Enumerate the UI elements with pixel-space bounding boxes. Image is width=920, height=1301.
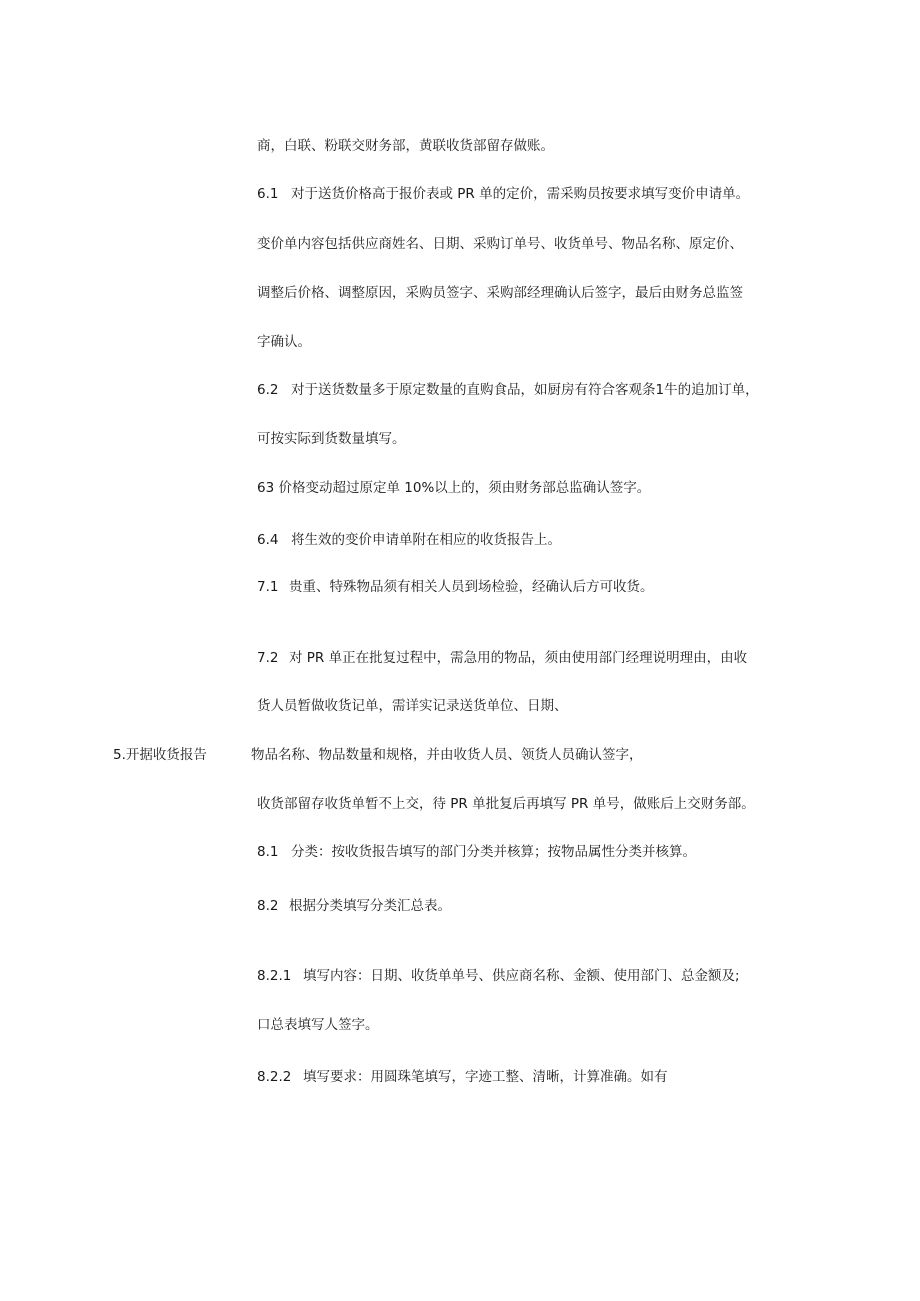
- text-line: [257, 284, 743, 302]
- line-text: 对 PR 单正在批复过程中，需急用的物品，须由使用部门经理说明理由，由收: [289, 650, 748, 666]
- text-line: [257, 967, 740, 985]
- line-text: 口总表填写人签字。: [257, 1017, 379, 1033]
- line-number: 8.2.2: [257, 1069, 292, 1085]
- line-text: 变价单内容包括供应商姓名、日期、采购订单号、收货单号、物品名称、原定价、: [257, 236, 743, 252]
- text-line: [257, 333, 311, 351]
- line-text: 根据分类填写分类汇总表。: [289, 898, 451, 914]
- line-text: 物品名称、物品数量和规格，并由收货人员、领货人员确认签字，: [251, 747, 643, 763]
- line-number: 7.1: [257, 579, 279, 595]
- line-number: 8.2.1: [257, 968, 292, 984]
- text-line: [257, 843, 696, 861]
- line-text: 收货部留存收货单暂不上交，待 PR 单批复后再填写 PR 单号，做账后上交财务部。: [257, 796, 755, 812]
- text-line: [257, 578, 654, 596]
- text-line: [251, 746, 643, 764]
- line-text: 填写内容：日期、收货单单号、供应商名称、金额、使用部门、总金额及;: [303, 968, 740, 984]
- line-number: 7.2: [257, 650, 279, 666]
- text-line: [257, 1068, 668, 1086]
- text-line: [257, 381, 759, 399]
- line-number: 6.1: [257, 186, 279, 202]
- text-line: [257, 430, 406, 448]
- line-text: 调整后价格、调整原因，采购员签字、采购部经理确认后签字，最后由财务总监签: [257, 285, 743, 301]
- line-text: 分类：按收货报告填写的部门分类并核算；按物品属性分类并核算。: [291, 844, 696, 860]
- text-line: [257, 897, 451, 915]
- line-text: 将生效的变价申请单附在相应的收货报告上。: [291, 532, 561, 548]
- line-text: 63 价格变动超过原定单 10%以上的，须由财务部总监确认签字。: [257, 480, 651, 496]
- line-text: 对于送货价格高于报价表或 PR 单的定价，需采购员按要求填写变价申请单。: [291, 186, 750, 202]
- line-text: 贵重、特殊物品须有相关人员到场检验，经确认后方可收货。: [289, 579, 654, 595]
- line-number: 6.2: [257, 382, 279, 398]
- line-text: 商，白联、粉联交财务部，黄联收货部留存做账。: [257, 138, 554, 154]
- text-line: [257, 1016, 379, 1034]
- text-line: [257, 185, 749, 203]
- text-line: [257, 479, 650, 497]
- line-text: 填写要求：用圆珠笔填写，字迹工整、清晰，计算准确。如有: [303, 1069, 668, 1085]
- line-text: 货人员暂做收货记单，需详实记录送货单位、日期、: [257, 698, 568, 714]
- text-line: [257, 235, 743, 253]
- text-line: [257, 697, 568, 715]
- text-line: [257, 137, 554, 155]
- line-text: 对于送货数量多于原定数量的直购食品，如厨房有符合客观条1牛的追加订单，: [291, 382, 759, 398]
- line-number: 8.1: [257, 844, 279, 860]
- text-line: [257, 531, 561, 549]
- line-text: 字确认。: [257, 334, 311, 350]
- text-line: [257, 649, 747, 667]
- line-number: 6.4: [257, 532, 279, 548]
- text-line: [257, 795, 755, 813]
- section-label: 5.开据收货报告: [113, 747, 207, 763]
- line-number: 8.2: [257, 898, 279, 914]
- line-text: 可按实际到货数量填写。: [257, 431, 406, 447]
